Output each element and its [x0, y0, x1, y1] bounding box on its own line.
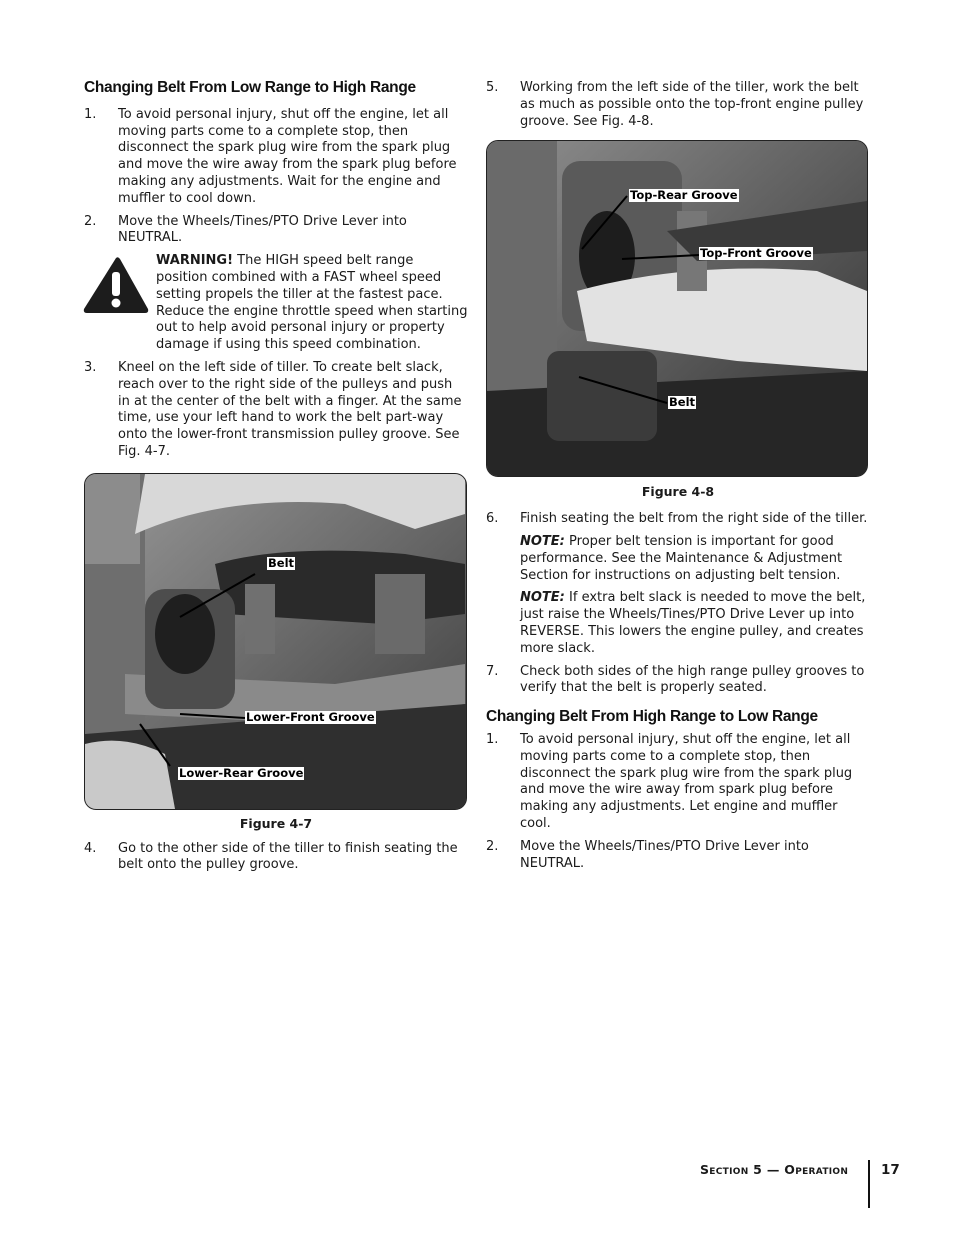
warning-triangle-icon [82, 255, 150, 315]
right-column [486, 80, 870, 872]
figure-4-8-photo [486, 140, 868, 477]
note-belt-tension: NOTE: Proper belt tension is important for good performance. See the Maintenance & Adjustment Section for instructions on adjusting belt tension. [520, 533, 843, 583]
callout-lower-front-groove: Lower-Front Groove [246, 709, 375, 724]
warning-block [84, 253, 468, 354]
step-2: 2. Move the Wheels/Tines/PTO Drive Lever into NEUTRAL. [84, 213, 407, 246]
figure-4-7-caption: Figure 4-7 [239, 815, 313, 831]
step-4: 4. Go to the other side of the tiller to finish seating the belt onto the pulley groove. [84, 840, 458, 873]
page-number: 17 [881, 1162, 900, 1178]
step-5: 5. Working from the left side of the tiller, work the belt as much as possible onto the top-front engine pulley groove. See Fig. 4-8. [486, 80, 864, 129]
footer-section-label: Section 5 — Operation [700, 1162, 849, 1177]
left-column [84, 80, 468, 874]
callout-top-front-groove: Top-Front Groove [700, 246, 812, 261]
step-7: 7. Check both sides of the high range pulley grooves to verify that the belt is properly seated. [486, 663, 865, 696]
note-belt-slack: NOTE: If extra belt slack is needed to move the belt, just raise the Wheels/Tines/PTO Drive Lever up into REVERSE. This lowers the engine pulley, and creates more slack. [520, 590, 866, 656]
step2-2: 2. Move the Wheels/Tines/PTO Drive Lever into NEUTRAL. [486, 838, 809, 871]
figure-4-8-caption: Figure 4-8 [641, 484, 715, 500]
step-3: 3. Kneel on the left side of tiller. To create belt slack, reach over to the right side of the pulleys and push in at the center of the belt with a finger. At the same time, use your left hand to work the belt part-way onto the lower-front transmission pulley groove. See Fig. 4-7. [84, 359, 462, 459]
step2-1: 1. To avoid personal injury, shut off the engine, let all moving parts come to a complete stop, then disconnect the spark plug wire from the spark plug and move the wire away from spark plug before making any adjustments. Let engine and muffler cool. [486, 731, 853, 831]
figure-4-7-photo [84, 473, 467, 810]
warning-text: WARNING! The HIGH speed belt range position combined with a FAST wheel speed setting propels the tiller at the fastest pace. Reduce the engine throttle speed when starting out to help avoid personal injury or property damage if using this speed combination. [156, 253, 468, 353]
step-6: 6. Finish seating the belt from the right side of the tiller. [486, 511, 868, 527]
callout-lower-rear-groove: Lower-Rear Groove [179, 765, 304, 780]
footer-divider [868, 1160, 870, 1208]
section-heading-high-to-low: Changing Belt From High Range to Low Range [486, 708, 818, 726]
callout-belt-2: Belt [669, 395, 696, 410]
callout-belt: Belt [268, 555, 295, 570]
step-1: 1. To avoid personal injury, shut off the engine, let all moving parts come to a complete stop, then disconnect the spark plug wire from the spark plug and move the wire away from the spark plug before making any adjustments. Wait for the engine and muffler to cool down. [84, 106, 457, 206]
callout-top-rear-groove: Top-Rear Groove [630, 188, 738, 203]
section-heading-low-to-high: Changing Belt From Low Range to High Range [84, 79, 416, 96]
